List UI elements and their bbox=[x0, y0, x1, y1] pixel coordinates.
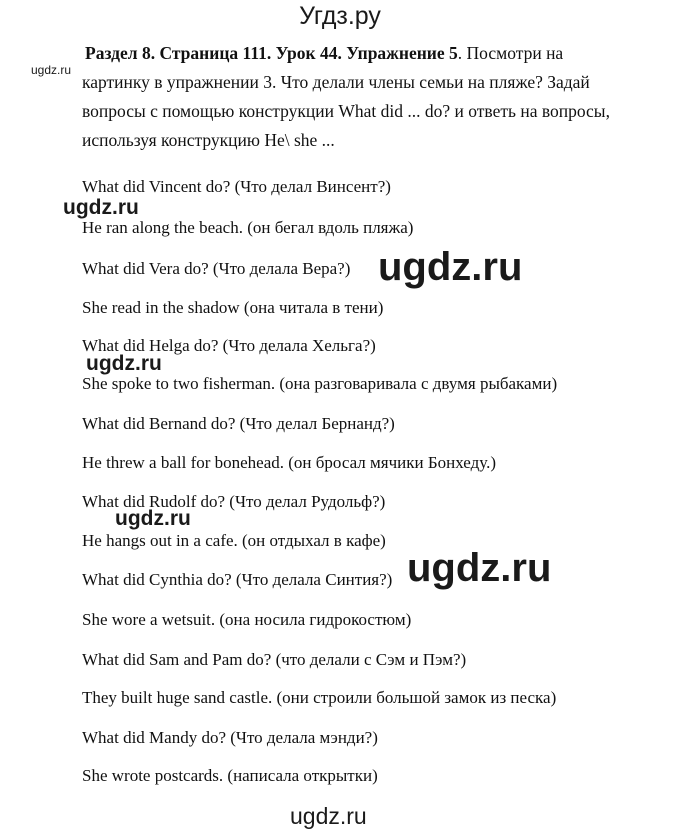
qa-line-answer: She wrote postcards. (написала открытки) bbox=[82, 766, 378, 785]
qa-line-question: What did Vera do? (Что делала Вера?) bbox=[82, 259, 351, 278]
qa-line-answer: She read in the shadow (она читала в тени) bbox=[82, 298, 384, 317]
watermark-large: ugdz.ru bbox=[378, 245, 523, 289]
qa-line-question: What did Bernand do? (Что делал Бернанд?) bbox=[82, 414, 395, 433]
watermark: ugdz.ru bbox=[63, 196, 139, 219]
qa-line-answer: They built huge sand castle. (они строили большой замок из песка) bbox=[82, 688, 557, 707]
qa-line-question: What did Sam and Pam do? (что делали с Сэм и Пэм?) bbox=[82, 650, 467, 669]
watermark-large: ugdz.ru bbox=[407, 546, 552, 590]
qa-line-question: What did Helga do? (Что делала Хельга?) bbox=[82, 336, 376, 355]
site-title: Угдз.ру bbox=[299, 2, 381, 30]
exercise-instructions: . Посмотри на картинку в упражнении 3. Что делали члены семьи на пляже? Задай вопросы с помощью конструкции What did ... do? и ответь на вопросы, используя конструкцию He\ she ... bbox=[82, 43, 610, 150]
qa-line-answer: He threw a ball for bonehead. (он бросал мячики Бонхеду.) bbox=[82, 453, 496, 472]
watermark: ugdz.ru bbox=[115, 507, 191, 530]
qa-line-answer: He hangs out in a cafe. (он отдыхал в кафе) bbox=[82, 531, 386, 550]
qa-line-question: What did Cynthia do? (Что делала Синтия?) bbox=[82, 570, 393, 589]
watermark-bottom: ugdz.ru bbox=[290, 803, 367, 829]
qa-line-question: What did Vincent do? (Что делал Винсент?) bbox=[82, 177, 391, 196]
exercise-heading: Раздел 8. Страница 111. Урок 44. Упражнение 5 bbox=[85, 43, 458, 63]
qa-line-answer: She spoke to two fisherman. (она разговаривала с двумя рыбаками) bbox=[82, 374, 558, 393]
qa-line-question: What did Rudolf do? (Что делал Рудольф?) bbox=[82, 492, 386, 511]
exercise-intro bbox=[82, 39, 622, 155]
qa-line-answer: She wore a wetsuit. (она носила гидрокостюм) bbox=[82, 610, 412, 629]
qa-line-answer: He ran along the beach. (он бегал вдоль пляжа) bbox=[82, 218, 414, 237]
qa-line-question: What did Mandy do? (Что делала мэнди?) bbox=[82, 728, 378, 747]
watermark: ugdz.ru bbox=[86, 352, 162, 375]
watermark-tiny: ugdz.ru bbox=[31, 63, 72, 77]
